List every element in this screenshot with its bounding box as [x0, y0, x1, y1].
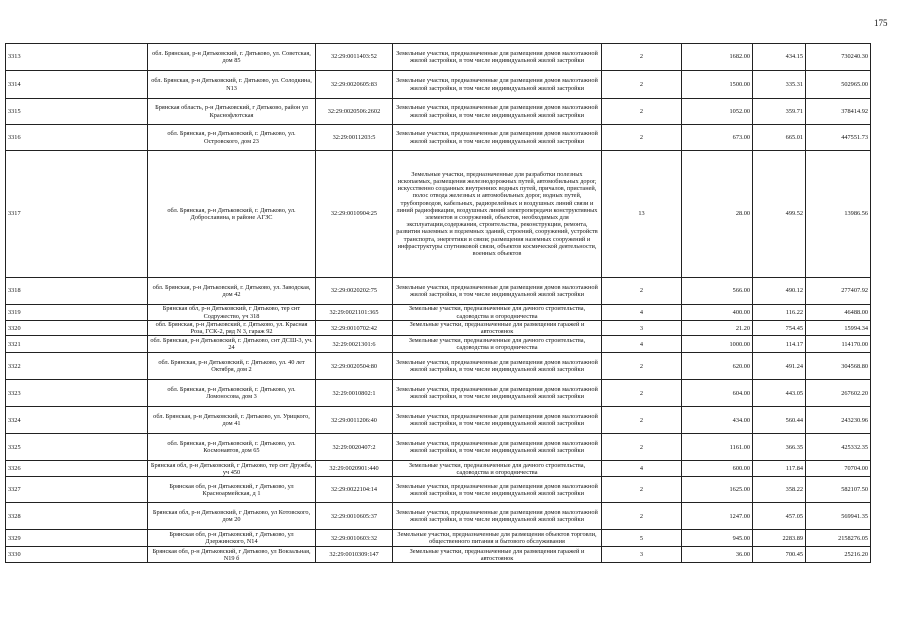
- area-cell: 21.20: [682, 321, 753, 336]
- specific-value-cell: 114.17: [753, 336, 806, 353]
- specific-value-cell: 560.44: [753, 407, 806, 434]
- cadastral-number-cell: 32:29:0010702:42: [316, 321, 393, 336]
- area-cell: 1247.00: [682, 503, 753, 530]
- land-use-cell: Земельные участки, предназначенные для размещения гаражей и автостоянок: [393, 547, 602, 563]
- specific-value-cell: 335.31: [753, 71, 806, 99]
- row-number: 3328: [6, 503, 148, 530]
- specific-value-cell: 117.84: [753, 461, 806, 477]
- area-cell: 600.00: [682, 461, 753, 477]
- area-cell: 1682.00: [682, 44, 753, 71]
- land-use-cell: Земельные участки, предназначенные для дачного строительства, садоводства и огородничества: [393, 305, 602, 321]
- row-number: 3321: [6, 336, 148, 353]
- address-cell: обл. Брянская, р-н Дятьковский, г. Дятьково, ул. Красная Роза, ГСК-2, ряд N 3, гараж 92: [148, 321, 316, 336]
- group-cell: 2: [602, 477, 682, 503]
- table-row: [6, 530, 871, 547]
- group-cell: 3: [602, 547, 682, 563]
- row-number: 3330: [6, 547, 148, 563]
- land-use-cell: Земельные участки, предназначенные для дачного строительства, садоводства и огородничества: [393, 336, 602, 353]
- area-cell: 400.00: [682, 305, 753, 321]
- cadastral-number-cell: 32:29:0010904:25: [316, 151, 393, 278]
- area-cell: 1161.00: [682, 434, 753, 461]
- row-number: 3325: [6, 434, 148, 461]
- land-use-cell: Земельные участки, предназначенные для размещения домов малоэтажной жилой застройки, в том числе индивидуальной жилой застройки: [393, 434, 602, 461]
- row-number: 3318: [6, 278, 148, 305]
- cadastral-number-cell: 32:29:0011203:5: [316, 125, 393, 151]
- address-cell: Брянская обл, р-н Дятьковский, г Дятьково, тер снт Содружество, уч 318: [148, 305, 316, 321]
- group-cell: 2: [602, 503, 682, 530]
- area-cell: 945.00: [682, 530, 753, 547]
- cadastral-value-cell: 13986.56: [806, 151, 871, 278]
- group-cell: 2: [602, 434, 682, 461]
- area-cell: 28.00: [682, 151, 753, 278]
- cadastral-number-cell: 32:29:0020202:75: [316, 278, 393, 305]
- row-number: 3327: [6, 477, 148, 503]
- table-row: [6, 71, 871, 99]
- specific-value-cell: 366.35: [753, 434, 806, 461]
- specific-value-cell: 499.52: [753, 151, 806, 278]
- cadastral-value-cell: 114170.00: [806, 336, 871, 353]
- specific-value-cell: 443.05: [753, 380, 806, 407]
- cadastral-number-cell: 32:29:0010603:32: [316, 530, 393, 547]
- specific-value-cell: 434.15: [753, 44, 806, 71]
- address-cell: обл. Брянская, р-н Дятьковский, г. Дятьково, ул. Урицкого, дом 41: [148, 407, 316, 434]
- area-cell: 1500.00: [682, 71, 753, 99]
- area-cell: 1052.00: [682, 99, 753, 125]
- specific-value-cell: 358.22: [753, 477, 806, 503]
- specific-value-cell: 754.45: [753, 321, 806, 336]
- address-cell: Брянская область, р-н Дятьковский, г Дятьково, район ул Краснофлотская: [148, 99, 316, 125]
- address-cell: обл. Брянская, р-н Дятьковский, г. Дятьково, ул. Ломоносова, дом 3: [148, 380, 316, 407]
- cadastral-number-cell: 32:29:0020901:440: [316, 461, 393, 477]
- specific-value-cell: 457.05: [753, 503, 806, 530]
- group-cell: 2: [602, 125, 682, 151]
- group-cell: 4: [602, 305, 682, 321]
- row-number: 3323: [6, 380, 148, 407]
- cadastral-number-cell: 32:29:0010605:37: [316, 503, 393, 530]
- group-cell: 2: [602, 380, 682, 407]
- land-use-cell: Земельные участки, предназначенные для размещения гаражей и автостоянок: [393, 321, 602, 336]
- area-cell: 434.00: [682, 407, 753, 434]
- cadastral-number-cell: 32:29:0020407:2: [316, 434, 393, 461]
- cadastral-value-cell: 447551.73: [806, 125, 871, 151]
- table-body: [6, 44, 871, 563]
- address-cell: обл. Брянская, р-н Дятьковский, г. Дятьково, ул. Заводская, дом 42: [148, 278, 316, 305]
- cadastral-number-cell: 32:29:0021301:6: [316, 336, 393, 353]
- specific-value-cell: 2283.89: [753, 530, 806, 547]
- address-cell: Брянская обл, р-н Дятьковский, г Дятьково, ул Красноармейская, д 1: [148, 477, 316, 503]
- address-cell: обл. Брянская, р-н Дятьковский, г. Дятьково, снт ДСШ-3, уч. 24: [148, 336, 316, 353]
- table-row: [6, 353, 871, 380]
- specific-value-cell: 490.12: [753, 278, 806, 305]
- specific-value-cell: 116.22: [753, 305, 806, 321]
- row-number: 3322: [6, 353, 148, 380]
- cadastral-value-table: [5, 43, 871, 563]
- cadastral-number-cell: 32:29:0020506:2602: [316, 99, 393, 125]
- area-cell: 1625.00: [682, 477, 753, 503]
- table-row: [6, 336, 871, 353]
- cadastral-value-cell: 502965.00: [806, 71, 871, 99]
- table-row: [6, 278, 871, 305]
- row-number: 3317: [6, 151, 148, 278]
- row-number: 3319: [6, 305, 148, 321]
- cadastral-value-cell: 569941.35: [806, 503, 871, 530]
- cadastral-value-cell: 70704.00: [806, 461, 871, 477]
- cadastral-number-cell: 32:29:0020504:80: [316, 353, 393, 380]
- group-cell: 2: [602, 353, 682, 380]
- row-number: 3314: [6, 71, 148, 99]
- cadastral-value-cell: 425332.35: [806, 434, 871, 461]
- address-cell: Брянская обл, р-н Дятьковский, г Дятьково, ул Котовского, дом 20: [148, 503, 316, 530]
- address-cell: Брянская обл, р-н Дятьковский, г Дятьково, ул Дзержинского, N14: [148, 530, 316, 547]
- address-cell: обл. Брянская, р-н Дятьковский, г. Дятьково, ул. 40 лет Октября, дом 2: [148, 353, 316, 380]
- row-number: 3313: [6, 44, 148, 71]
- table-row: [6, 321, 871, 336]
- cadastral-number-cell: 32:29:0021101:365: [316, 305, 393, 321]
- table-row: [6, 407, 871, 434]
- cadastral-value-cell: 277407.92: [806, 278, 871, 305]
- cadastral-value-cell: 582107.50: [806, 477, 871, 503]
- area-cell: 673.00: [682, 125, 753, 151]
- address-cell: обл. Брянская, р-н Дятьковский, г. Дятьково, ул. Космонавтов, дом 65: [148, 434, 316, 461]
- row-number: 3320: [6, 321, 148, 336]
- group-cell: 3: [602, 321, 682, 336]
- table-row: [6, 380, 871, 407]
- cadastral-number-cell: 32:29:0022104:14: [316, 477, 393, 503]
- table-row: [6, 99, 871, 125]
- group-cell: 5: [602, 530, 682, 547]
- group-cell: 4: [602, 461, 682, 477]
- land-use-cell: Земельные участки, предназначенные для дачного строительства, садоводства и огородничества: [393, 461, 602, 477]
- land-use-cell: Земельные участки, предназначенные для размещения домов малоэтажной жилой застройки, в том числе индивидуальной жилой застройки: [393, 71, 602, 99]
- cadastral-value-cell: 267602.20: [806, 380, 871, 407]
- cadastral-number-cell: 32:29:0020605:83: [316, 71, 393, 99]
- cadastral-value-cell: 730240.30: [806, 44, 871, 71]
- address-cell: обл. Брянская, р-н Дятьковский, г. Дятьково, ул. Советская, дом 85: [148, 44, 316, 71]
- group-cell: 4: [602, 336, 682, 353]
- group-cell: 2: [602, 278, 682, 305]
- land-use-cell: Земельные участки, предназначенные для размещения домов малоэтажной жилой застройки, в том числе индивидуальной жилой застройки: [393, 278, 602, 305]
- area-cell: 1000.00: [682, 336, 753, 353]
- table-row: [6, 44, 871, 71]
- area-cell: 620.00: [682, 353, 753, 380]
- land-use-cell: Земельные участки, предназначенные для размещения объектов торговли, общественного питания и бытового обслуживания: [393, 530, 602, 547]
- row-number: 3326: [6, 461, 148, 477]
- land-use-cell: Земельные участки, предназначенные для размещения домов малоэтажной жилой застройки, в том числе индивидуальной жилой застройки: [393, 380, 602, 407]
- cadastral-value-cell: 378414.92: [806, 99, 871, 125]
- group-cell: 2: [602, 71, 682, 99]
- land-use-cell: Земельные участки, предназначенные для размещения домов малоэтажной жилой застройки, в том числе индивидуальной жилой застройки: [393, 477, 602, 503]
- address-cell: обл. Брянская, р-н Дятьковский, г. Дятьково, ул. Доброславина, в районе АГЗС: [148, 151, 316, 278]
- cadastral-value-cell: 243230.96: [806, 407, 871, 434]
- table-row: [6, 125, 871, 151]
- address-cell: Брянская обл, р-н Дятьковский, г Дятьково, ул Вокзальная, N19 б: [148, 547, 316, 563]
- row-number: 3316: [6, 125, 148, 151]
- table-row: [6, 151, 871, 278]
- table-row: [6, 434, 871, 461]
- table-row: [6, 461, 871, 477]
- address-cell: обл. Брянская, р-н Дятьковский, г. Дятьково, ул. Островского, дом 23: [148, 125, 316, 151]
- cadastral-number-cell: 32:29:0010802:1: [316, 380, 393, 407]
- area-cell: 566.00: [682, 278, 753, 305]
- specific-value-cell: 359.71: [753, 99, 806, 125]
- table-row: [6, 547, 871, 563]
- cadastral-value-cell: 304568.80: [806, 353, 871, 380]
- row-number: 3324: [6, 407, 148, 434]
- cadastral-number-cell: 32:29:0011403:52: [316, 44, 393, 71]
- group-cell: 2: [602, 44, 682, 71]
- specific-value-cell: 665.01: [753, 125, 806, 151]
- cadastral-value-cell: 2158276.05: [806, 530, 871, 547]
- group-cell: 2: [602, 407, 682, 434]
- group-cell: 13: [602, 151, 682, 278]
- group-cell: 2: [602, 99, 682, 125]
- table-row: [6, 305, 871, 321]
- land-use-cell: Земельные участки, предназначенные для размещения домов малоэтажной жилой застройки, в том числе индивидуальной жилой застройки: [393, 503, 602, 530]
- row-number: 3329: [6, 530, 148, 547]
- cadastral-value-cell: 15994.34: [806, 321, 871, 336]
- address-cell: обл. Брянская, р-н Дятьковский, г. Дятьково, ул. Солодкина, N13: [148, 71, 316, 99]
- land-use-cell: Земельные участки, предназначенные для размещения домов малоэтажной жилой застройки, в том числе индивидуальной жилой застройки: [393, 99, 602, 125]
- specific-value-cell: 700.45: [753, 547, 806, 563]
- land-use-cell: Земельные участки, предназначенные для размещения домов малоэтажной жилой застройки, в том числе индивидуальной жилой застройки: [393, 353, 602, 380]
- area-cell: 604.00: [682, 380, 753, 407]
- specific-value-cell: 491.24: [753, 353, 806, 380]
- table-row: [6, 477, 871, 503]
- land-use-cell: Земельные участки, предназначенные для размещения домов малоэтажной жилой застройки, в том числе индивидуальной жилой застройки: [393, 407, 602, 434]
- address-cell: Брянская обл, р-н Дятьковский, г Дятьково, тер снт Дружба, уч 450: [148, 461, 316, 477]
- page-number: 175: [874, 18, 888, 28]
- cadastral-value-cell: 25216.20: [806, 547, 871, 563]
- cadastral-number-cell: 32:29:0011206:40: [316, 407, 393, 434]
- land-use-cell: Земельные участки, предназначенные для размещения домов малоэтажной жилой застройки, в том числе индивидуальной жилой застройки: [393, 125, 602, 151]
- cadastral-number-cell: 32:29:0010309:147: [316, 547, 393, 563]
- land-use-cell: Земельные участки, предназначенные для разработки полезных ископаемых, размещения железнодорожных путей, автомобильных дорог, искусственно созданных внутренних водных путей, причалов, пристаней, полос отвода железных и автомобильных дорог, водных путей, трубопроводов, кабельных, радиорелейных и воздушных линий связи и линий радиофикации, воздушных линий электропередачи конструктивных элементов и сооружений, объектов, необходимых для эксплуатации,содержания, строительства, реконструкции, ремонта, развития наземных и подземных зданий, строений, сооружений, устройств транспорта, энергетики и связи; размещения наземных сооружений и инфраструктуры спутниковой связи, объектов космической деятельности, военных объектов: [393, 151, 602, 278]
- table-row: [6, 503, 871, 530]
- cadastral-value-cell: 46488.00: [806, 305, 871, 321]
- area-cell: 36.00: [682, 547, 753, 563]
- row-number: 3315: [6, 99, 148, 125]
- land-use-cell: Земельные участки, предназначенные для размещения домов малоэтажной жилой застройки, в том числе индивидуальной жилой застройки: [393, 44, 602, 71]
